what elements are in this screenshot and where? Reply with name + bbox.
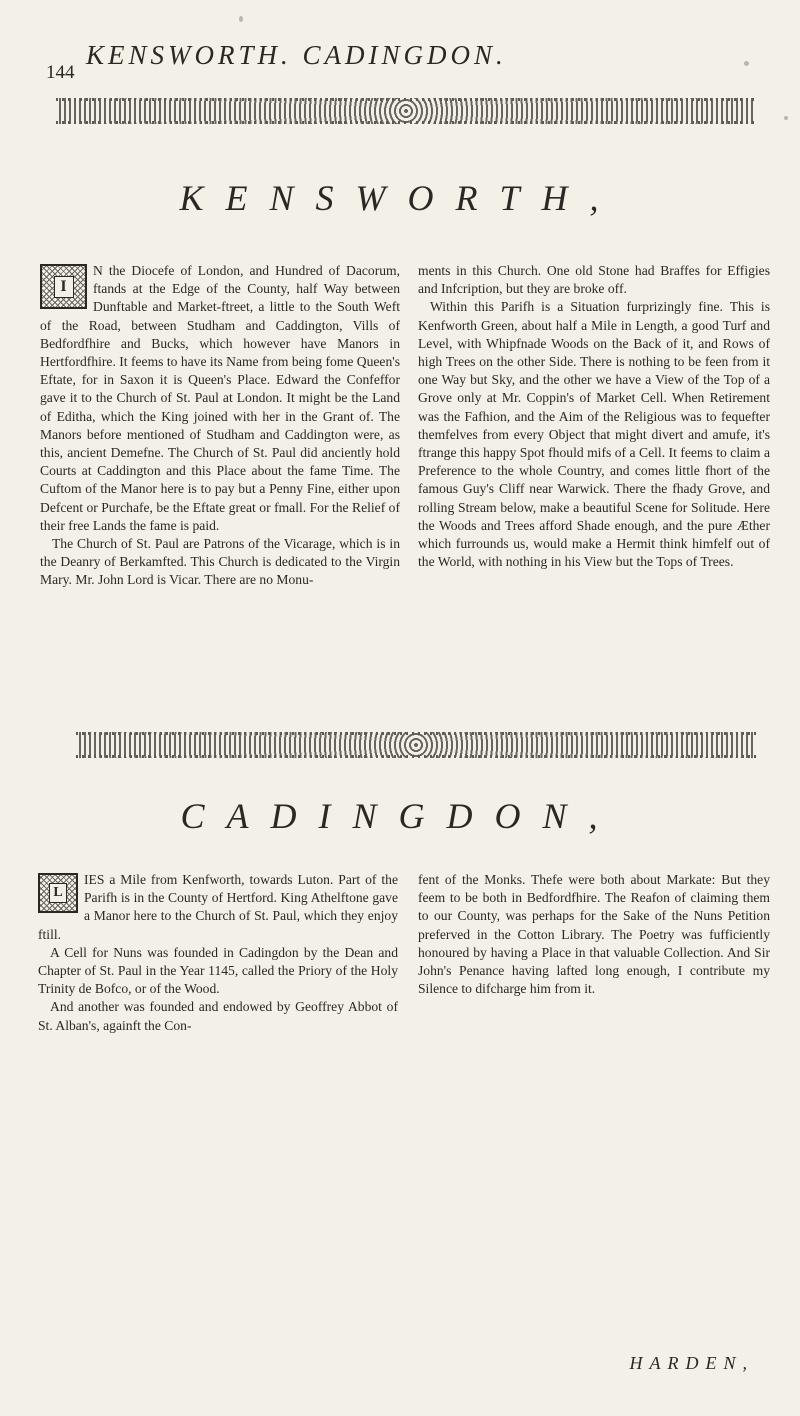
paragraph: fent of the Monks. Thefe were both about Markate: But they feem to be both in Bedfordfhire. The Reafon of claiming them to our County, was perhaps for the Sake of the Nuns Petition preferved in the Cotton Library. The Poetry was fufficiently honoured by having a Place in that valuable Collection. And Sir John's Penance having lafted long enough, I contribute my Silence to difcharge him from it.	[418, 872, 770, 997]
kensworth-right-column	[418, 262, 770, 571]
kensworth-left-column	[40, 262, 400, 590]
decorated-initial-icon	[40, 264, 87, 309]
initial-letter: L	[49, 883, 67, 903]
catchword: HARDEN,	[629, 1353, 754, 1373]
decorative-border-middle	[76, 732, 756, 758]
paragraph: IES a Mile from Kenfworth, towards Luton. Part of the Parifh is in the County of Hertford. King Athelftone gave a Manor here to the Church of St. Paul, which they enjoy ftill.	[38, 872, 398, 942]
section-heading-cadingdon: CADINGDON,	[180, 796, 620, 836]
ink-spot	[744, 61, 749, 66]
running-head	[0, 40, 800, 83]
ink-spot	[784, 116, 788, 120]
decorated-initial-icon	[38, 873, 78, 913]
paragraph: And another was founded and endowed by Geoffrey Abbot of St. Alban's, againft the Con-	[38, 999, 398, 1033]
ink-spot	[239, 16, 243, 22]
page-number: 144	[46, 62, 75, 83]
paragraph: ments in this Church. One old Stone had Braffes for Effigies and Infcription, but they are broke off.	[418, 263, 770, 297]
paragraph: The Church of St. Paul are Patrons of the Vicarage, which is in the Deanry of Berkamfted. This Church is dedicated to the Virgin Mary. Mr. John Lord is Vicar. There are no Monu-	[40, 536, 400, 588]
paragraph: A Cell for Nuns was founded in Cadingdon by the Dean and Chapter of St. Paul in the Year 1145, called the Priory of the Holy Trinity de Bofco, or of the Wood.	[38, 944, 398, 997]
cadingdon-left-column	[38, 871, 398, 1035]
initial-letter: I	[54, 276, 74, 298]
decorative-border-top	[56, 98, 756, 124]
running-title: KENSWORTH. CADINGDON.	[86, 40, 507, 70]
paragraph: N the Diocefe of London, and Hundred of Dacorum, ftands at the Edge of the County, half Way between Dunftable and Market-ftreet, a little to the South Weft of the Road, between Studham and Caddington, Vills of Bedfordfhire and Bucks, which however have Manors in Hertfordfhire. It feems to have its Name from being fome Queen's Eftate, for in Saxon it is Queen's Place. Edward the Confeffor gave it to the Church of St. Paul at London. It might be the Land of Editha, which the King joined with her in the Grant of. The Manors before mentioned of Studham and Caddington were, as this, ancient Demefne. The Church of St. Paul did anciently hold Courts at Caddington and this Place about the fame Time. The Cuftom of the Manor here is to pay but a Penny Fine, either upon Defcent or Purchafe, be the Eftate great or fmall. For the Relief of their free Lands the fame is paid.	[40, 263, 400, 533]
paragraph: Within this Parifh is a Situation furprizingly fine. This is Kenfworth Green, about half a Mile in Length, a good Turf and Level, with Whipfnade Woods on the Back of it, and Rows of high Trees on the other Side. There is nothing to be feen from it one Way but Sky, and the other we have a View of the Top of a Grove only at Mr. Coppin's of Market Cell. When Retirement was the Fafhion, and the Aim of the Religious was to fequefter themfelves from every Object that might divert and amufe, it's ftrange this happy Spot fhould mifs of a Cell. It feems to claim a Preference to the whole Country, and comes little fhort of the famous Guy's Cliff near Warwick. There the fhady Grove, and rolling Stream below, make a beautiful Scene for Solitude. Here the Woods and Trees afford Shade enough, and the pure Æther which furrounds us, would make a Hermit think himfelf out of the World, with nothing in his View but the Tops of Trees.	[418, 299, 770, 570]
cadingdon-right-column	[418, 871, 770, 998]
section-heading-kensworth: KENSWORTH,	[179, 178, 621, 218]
